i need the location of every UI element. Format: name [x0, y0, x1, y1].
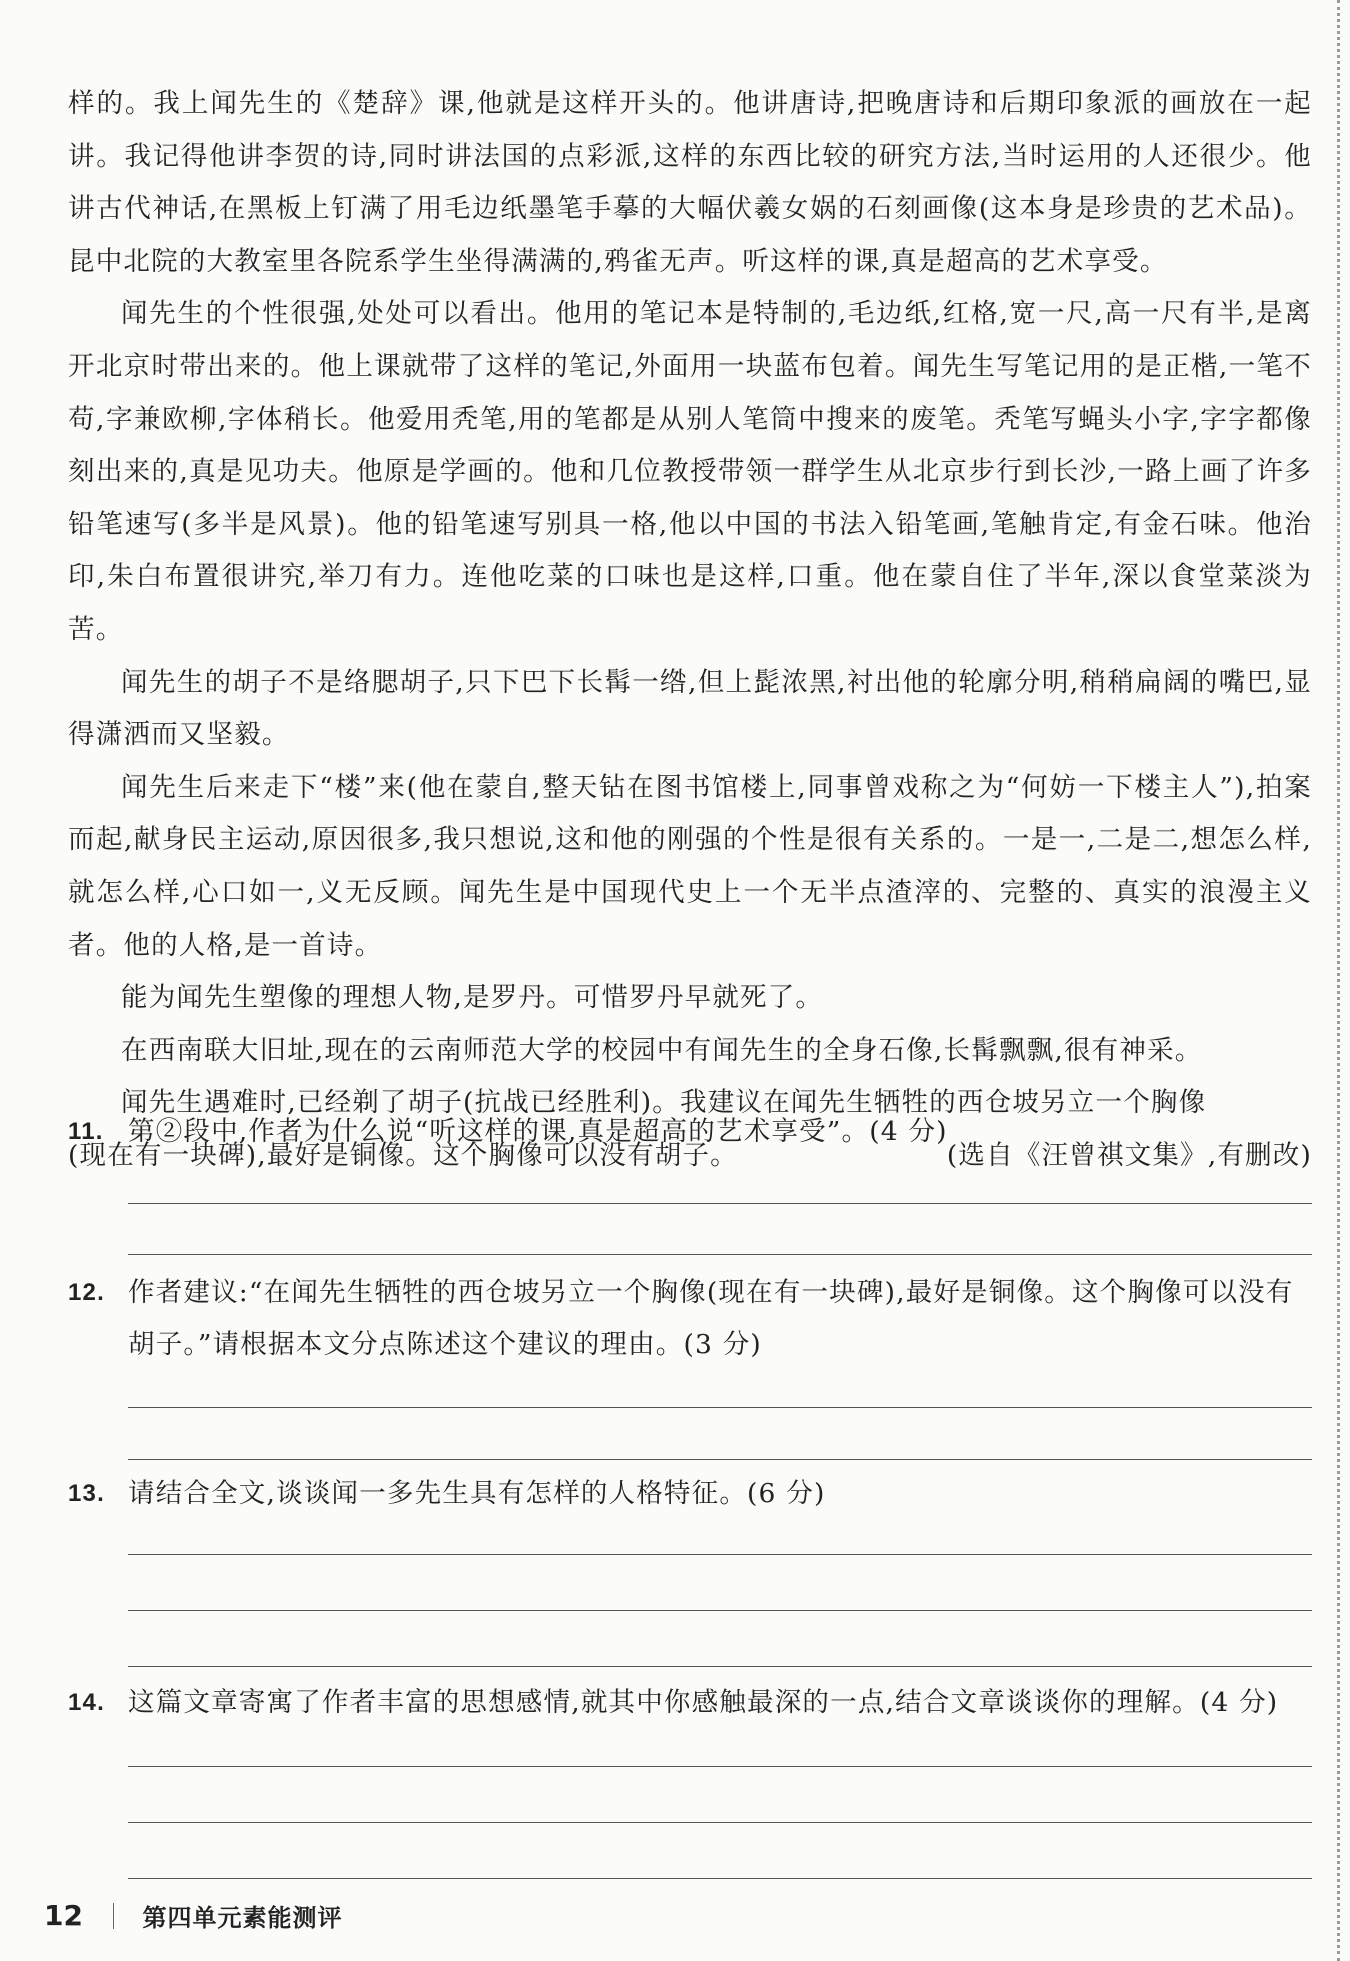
answer-line[interactable] — [128, 1407, 1312, 1408]
perforation-edge — [1337, 0, 1340, 1961]
answer-line[interactable] — [128, 1822, 1312, 1823]
answer-line[interactable] — [128, 1766, 1312, 1767]
answer-line[interactable] — [128, 1610, 1312, 1611]
answer-line[interactable] — [128, 1554, 1312, 1555]
reading-passage — [68, 78, 1312, 1182]
answer-line[interactable] — [128, 1666, 1312, 1667]
passage-paragraph: 闻先生的胡子不是络腮胡子,只下巴下长髯一绺,但上髭浓黑,衬出他的轮廓分明,稍稍扁阔的嘴巴,显得潇洒而又坚毅。 — [68, 666, 1312, 751]
passage-paragraph: 能为闻先生塑像的理想人物,是罗丹。可惜罗丹早就死了。 — [121, 982, 824, 1014]
passage-paragraph: 闻先生的个性很强,处处可以看出。他用的笔记本是特制的,毛边纸,红格,宽一尺,高一尺有半,是离开北京时带出来的。他上课就带了这样的笔记,外面用一块蓝布包着。闻先生写笔记用的是正楷,一笔不苟,字兼欧柳,字体稍长。他爱用秃笔,用的笔都是从别人笔筒中搜来的废笔。秃笔写蝇头小字,字字都像刻出来的,真是见功夫。他原是学画的。他和几位教授带领一群学生从北京步行到长沙,一路上画了许多铅笔速写(多半是风景)。他的铅笔速写别具一格,他以中国的书法入铅笔画,笔触肯定,有金石味。他治印,朱白布置很讲究,举刀有力。连他吃菜的口味也是这样,口重。他在蒙自住了半年,深以食堂菜淡为苦。 — [68, 298, 1312, 645]
page-number: 12 — [44, 1899, 83, 1932]
unit-title: 第四单元素能测评 — [142, 1904, 343, 1932]
question-text: 请结合全文,谈谈闻一多先生具有怎样的人格特征。(6 分) — [128, 1478, 826, 1509]
question-13 — [68, 1468, 1312, 1520]
answer-line[interactable] — [128, 1459, 1312, 1460]
source-citation: (选自《汪曾祺文集》,有删改) — [946, 1139, 1312, 1171]
question-text: 这篇文章寄寓了作者丰富的思想感情,就其中你感触最深的一点,结合文章谈谈你的理解。(4 分) — [128, 1687, 1279, 1718]
answer-line[interactable] — [128, 1878, 1312, 1879]
question-number: 11. — [68, 1118, 104, 1145]
question-number: 14. — [68, 1689, 105, 1716]
question-text: 第②段中,作者为什么说“听这样的课,真是超高的艺术享受”。(4 分) — [128, 1116, 948, 1147]
answer-line[interactable] — [128, 1254, 1312, 1255]
question-number: 13. — [68, 1480, 105, 1507]
question-11 — [68, 1106, 1312, 1158]
footer-divider — [113, 1903, 115, 1929]
question-12 — [68, 1267, 1312, 1371]
question-text: 作者建议:“在闻先生牺牲的西仓坡另立一个胸像(现在有一块碑),最好是铜像。这个胸像可以没有胡子。”请根据本文分点陈述这个建议的理由。(3 分) — [128, 1277, 1294, 1360]
passage-paragraph: 闻先生后来走下“楼”来(他在蒙自,整天钻在图书馆楼上,同事曾戏称之为“何妨一下楼主人”),拍案而起,献身民主运动,原因很多,我只想说,这和他的刚强的个性是很有关系的。一是一,二是二,想怎么样,就怎么样,心口如一,义无反顾。闻先生是中国现代史上一个无半点渣滓的、完整的、真实的浪漫主义者。他的人格,是一首诗。 — [68, 771, 1312, 961]
answer-line[interactable] — [128, 1203, 1312, 1204]
passage-paragraph: 样的。我上闻先生的《楚辞》课,他就是这样开头的。他讲唐诗,把晚唐诗和后期印象派的画放在一起讲。我记得他讲李贺的诗,同时讲法国的点彩派,这样的东西比较的研究方法,当时运用的人还很少。他讲古代神话,在黑板上钉满了用毛边纸墨笔手摹的大幅伏羲女娲的石刻画像(这本身是珍贵的艺术品)。昆中北院的大教室里各院系学生坐得满满的,鸦雀无声。听这样的课,真是超高的艺术享受。 — [68, 88, 1312, 277]
question-14 — [68, 1677, 1312, 1729]
passage-paragraph: 在西南联大旧址,现在的云南师范大学的校园中有闻先生的全身石像,长髯飘飘,很有神采。 — [121, 1034, 1203, 1066]
passage-paragraph: 闻先生遇难时,已经剃了胡子(抗战已经胜利)。我建议在闻先生牺牲的西仓坡另立一个胸像 — [121, 1087, 1207, 1119]
page-footer — [44, 1898, 342, 1933]
passage-paragraph-end: (现在有一块碑),最好是铜像。这个胸像可以没有胡子。 — [68, 1139, 738, 1171]
question-number: 12. — [68, 1279, 105, 1306]
